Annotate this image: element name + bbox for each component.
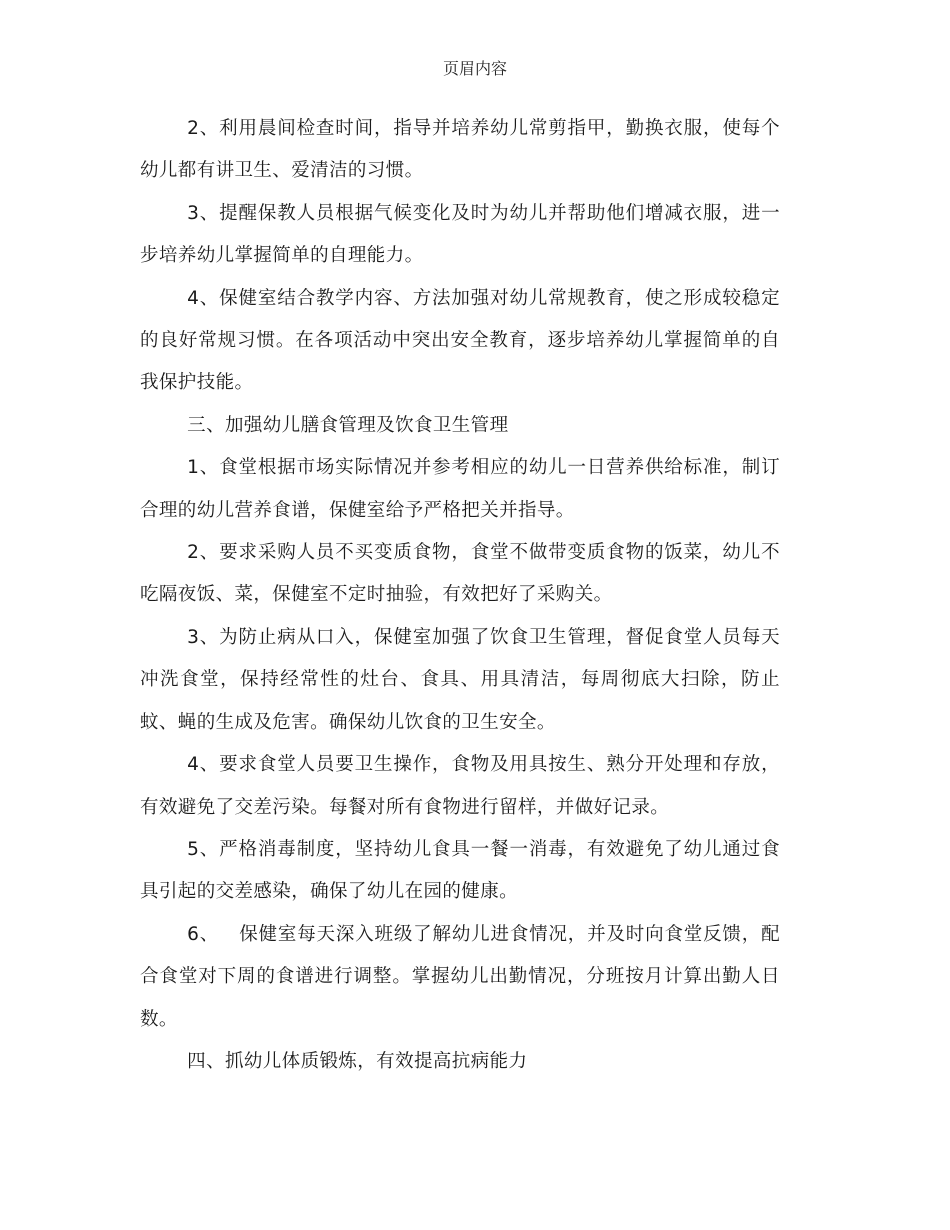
document-body [140, 108, 780, 1083]
paragraph-food-hygiene: 3、为防止病从口入，保健室加强了饮食卫生管理，督促食堂人员每天冲洗食堂，保持经常性的灶台、食具、用具清洁，每周彻底大扫除，防止蚊、蝇的生成及危害。确保幼儿饮食的卫生安全。 [140, 626, 780, 733]
paragraph-hygiene-habits: 2、利用晨间检查时间，指导并培养幼儿常剪指甲，勤换衣服，使每个幼儿都有讲卫生、爱清洁的习惯。 [140, 118, 780, 182]
paragraph-disinfection: 5、严格消毒制度，坚持幼儿食具一餐一消毒，有效避免了幼儿通过食具引起的交差感染，确保了幼儿在园的健康。 [140, 838, 780, 903]
paragraph-routine-education: 4、保健室结合教学内容、方法加强对幼儿常规教育，使之形成较稳定的良好常规习惯。在各项活动中突出安全教育，逐步培养幼儿掌握简单的自我保护技能。 [140, 287, 780, 394]
paragraph-nutrition-menu: 1、食堂根据市场实际情况并参考相应的幼儿一日营养供给标准，制订合理的幼儿营养食谱，保健室给予严格把关并指导。 [140, 457, 780, 521]
page-header: 页眉内容 [442, 59, 507, 78]
paragraph-clothing-reminder: 3、提醒保教人员根据气候变化及时为幼儿并帮助他们增减衣服，进一步培养幼儿掌握简单的自理能力。 [140, 202, 780, 267]
section-heading-diet-management: 三、加强幼儿膳食管理及饮食卫生管理 [187, 414, 509, 436]
paragraph-feeding-attendance: 6、 保健室每天深入班级了解幼儿进食情况，并及时向食堂反馈，配合食堂对下周的食谱进行调整。掌握幼儿出勤情况，分班按月计算出勤人日数。 [140, 923, 780, 1030]
paragraph-hygienic-operation: 4、要求食堂人员要卫生操作，食物及用具按生、熟分开处理和存放，有效避免了交差污染。每餐对所有食物进行留样，并做好记录。 [140, 754, 780, 818]
section-heading-physical-exercise: 四、抓幼儿体质锻炼，有效提高抗病能力 [187, 1050, 528, 1072]
paragraph-purchasing: 2、要求采购人员不买变质食物，食堂不做带变质食物的饭菜，幼儿不吃隔夜饭、菜，保健室不定时抽验，有效把好了采购关。 [140, 542, 780, 606]
